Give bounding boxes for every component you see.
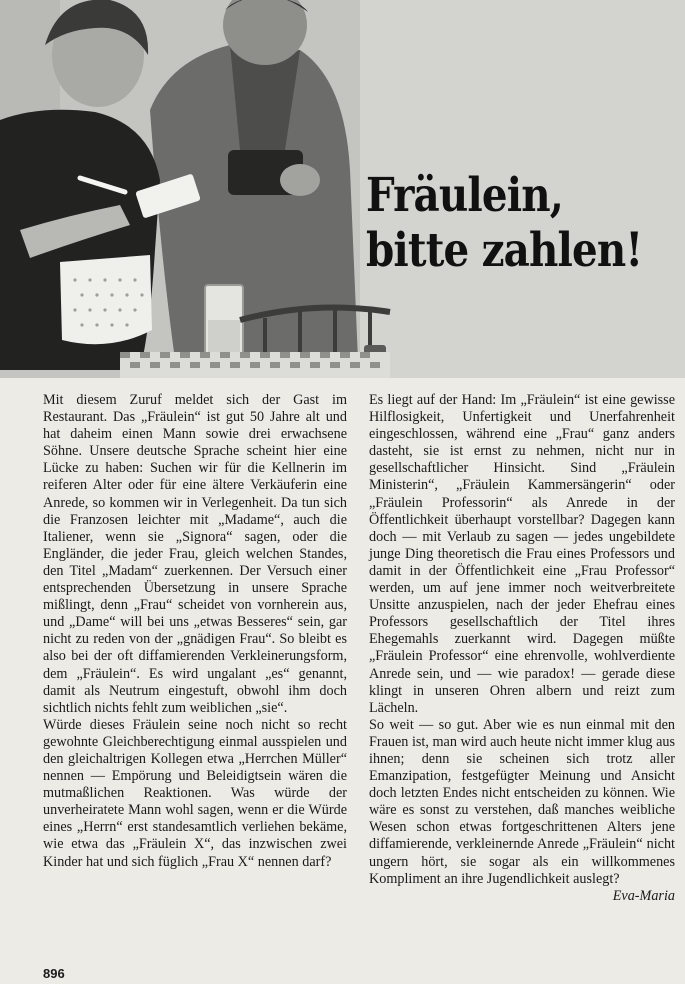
- paragraph-text: So weit — so gut. Aber wie es nun einmal mit den Frauen ist, man wird auch heute nicht immer klug aus ihnen; denn sie scheinen sich trotz aller Emanzipation, festgefügter Meinung und Ansicht doch letzten Endes nicht entscheiden zu können. Wie wäre es sonst zu verstehen, daß manches weibliche Wesen schon etwas fortgeschrittenen Alters jene diffamierende, verkleinernde Anrede „Fräulein“ nicht ungern hört, sie sogar als ein willkommenes Kompliment an ihre Jugendlichkeit auslegt?: [369, 716, 675, 887]
- article-column-left: [43, 392, 347, 871]
- paragraph: Würde dieses Fräulein seine noch nicht so recht gewohnte Gleichberechtigung einmal ausspielen und den gleichaltrigen Kollegen etwa „Herrchen Müller“ nennen — Empörung und Beleidigtsein wären die mutmaßlichen Reaktionen. Was würde der unverheiratete Mann wohl sagen, wenn er die Würde eines „Herrn“ erst standesamtlich verliehen bekäme, wie etwa das „Fräulein X“, das inzwischen zwei Kinder hat und sich füglich „Frau X“ nennen darf?: [43, 716, 347, 870]
- paragraph: Mit diesem Zuruf meldet sich der Gast im Restaurant. Das „Fräulein“ ist gut 50 Jahre alt und hat daheim einen Mann sowie drei erwachsene Söhne. Unsere deutsche Sprache scheint hier eine Lücke zu haben: Suchen wir für die Kellnerin im reiferen Alter oder für eine ältere Verkäuferin eine Anrede, so kommen wir in Verlegenheit. Da tun sich die Franzosen leichter mit „Madame“, auch die Italiener, wenn sie „Signora“ sagen, oder die Engländer, die jeder Frau, gleich welchen Standes, den Titel „Madam“ zuerkennen. Der Versuch einer entsprechenden Übersetzung in unsere Sprache mißlingt, denn „Frau“ scheidet von vornherein aus, und „Dame“ will bei uns „etwas Besseres“ sein, gar nicht zu reden von der „gnädigen Frau“. So bleibt es also bei der oft diffamierenden Verkleinerungsform, dem „Fräulein“. Es wird ungalant „es“ genannt, damit als Neutrum eingestuft, obwohl ihm doch sichtlich nichts fehlt zum weiblichen „sie“.: [43, 392, 347, 716]
- paragraph: [369, 716, 675, 904]
- headline-line-2: bitte zahlen!: [366, 223, 643, 278]
- article-column-right: [369, 392, 675, 905]
- author-signature: Eva-Maria: [612, 887, 675, 904]
- article-headline: [366, 168, 643, 278]
- paragraph: Es liegt auf der Hand: Im „Fräulein“ ist eine gewisse Hilflosigkeit, Unfertigkeit und Unerfahrenheit eingeschlossen, während eine „Frau“ ganz anders dasteht, sie ist ernst zu nehmen, nicht nur in gesellschaftlicher Hinsicht. Sind „Fräulein Ministerin“, „Fräulein Kammersängerin“ oder „Fräulein Professorin“ als Anrede in der Öffentlichkeit überhaupt vorstellbar? Dagegen kann doch — mit Verlaub zu sagen — jedes ungebildete junge Ding theoretisch die Frau eines Professors und damit in der Öffentlichkeit eine „Frau Professor“ werden, um auf jene immer noch weitverbreitete Unsitte anzuspielen, nach der jeder Ehefrau eines Professors gesellschaftlich der Titel ihres Ehegemahls zuerkannt wird. Dagegen müßte „Fräulein Professor“ eine ehrenvolle, wohlverdiente Anrede sein, und — wie paradox! — gerade diese klingt in unseren Ohren albern und reizt zum Lächeln.: [369, 392, 675, 716]
- page-number: 896: [43, 966, 65, 981]
- headline-line-1: Fräulein,: [366, 168, 564, 223]
